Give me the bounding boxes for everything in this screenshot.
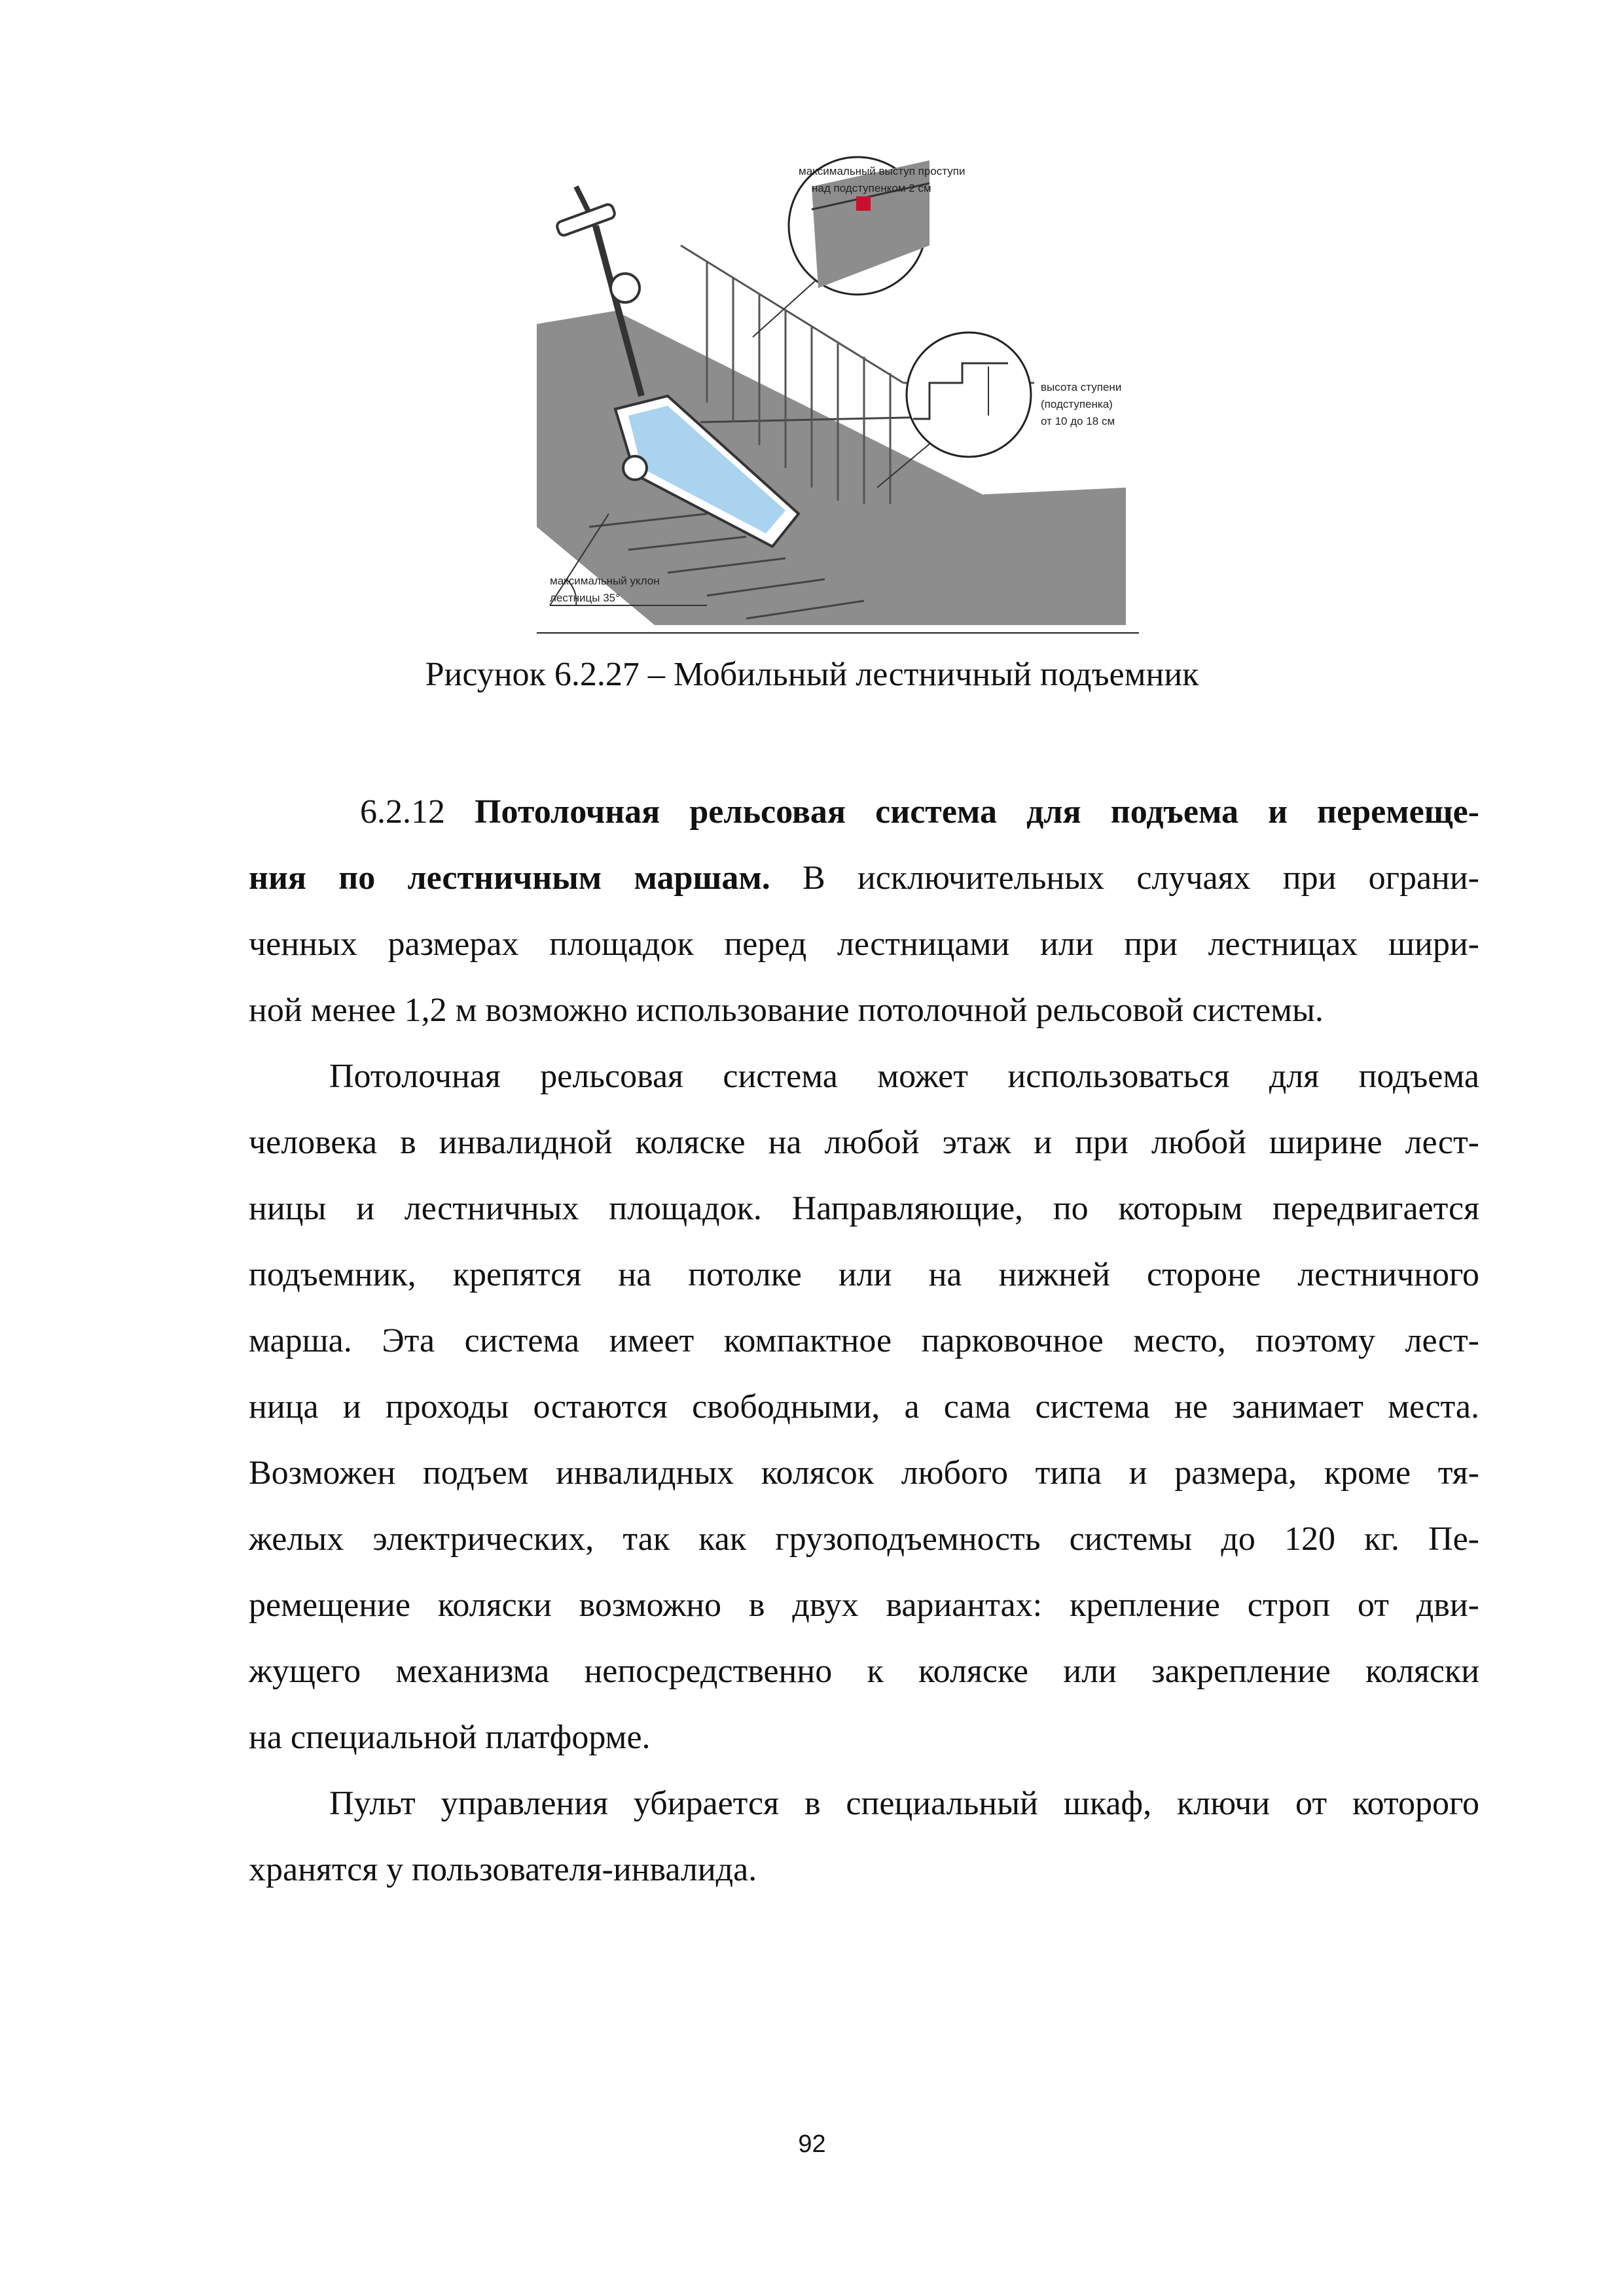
paragraph-line: подъемник, крепятся на потолке или на нижней стороне лестничного <box>249 1256 1479 1293</box>
section-body <box>249 779 1479 1903</box>
paragraph-line: на специальной платформе. <box>249 1719 651 1756</box>
paragraph-line: ченных размерах площадок перед лестницами или при лестницах шири- <box>249 925 1479 963</box>
stair-lift-figure <box>537 147 1139 635</box>
step-label-line3: от 10 до 18 см <box>1041 415 1115 427</box>
section-heading-line <box>249 779 1479 845</box>
paragraph-line: желых электрических, так как грузоподъемность системы до 120 кг. Пе- <box>249 1520 1479 1558</box>
paragraph-line: Возможен подъем инвалидных колясок любого типа и размера, кроме тя- <box>249 1454 1479 1492</box>
slope-label-line2: лестницы 35° <box>550 592 620 604</box>
paragraph-line: ной менее 1,2 м возможно использование потолочной рельсовой системы. <box>249 992 1324 1029</box>
tread-label-line1: максимальный выступ проступи <box>799 165 965 177</box>
section-heading-cont: ния по лестничным маршам. <box>249 859 770 897</box>
paragraph-line: ницы и лестничных площадок. Направляющие, по которым передвигается <box>249 1190 1479 1227</box>
step-label-line1: высота ступени <box>1041 381 1122 393</box>
step-label-line2: (подступенка) <box>1041 398 1113 410</box>
paragraph-line: ремещение коляски возможно в двух вариантах: крепление строп от дви- <box>249 1587 1479 1624</box>
section-heading: Потолочная рельсовая система для подъема и перемеще- <box>475 793 1479 831</box>
paragraph-line: Потолочная рельсовая система может использоваться для подъема <box>329 1058 1479 1095</box>
paragraph-line: марша. Эта система имеет компактное парковочное место, поэтому лест- <box>249 1322 1479 1359</box>
paragraph-text: В исключительных случаях при ограни- <box>802 859 1480 897</box>
tread-label-line2: над подступенком 2 см <box>812 182 931 194</box>
paragraph-line: ница и проходы остаются свободными, а сама система не занимает места. <box>249 1388 1479 1426</box>
paragraph-line: человека в инвалидной коляске на любой этаж и при любой ширине лест- <box>249 1124 1479 1161</box>
paragraph-line: жущего механизма непосредственно к коляске или закрепление коляски <box>249 1653 1479 1690</box>
slope-label-line1: максимальный уклон <box>550 575 660 587</box>
section-number: 6.2.12 <box>360 793 445 831</box>
paragraph-line: Пульт управления убирается в специальный шкаф, ключи от которого <box>329 1785 1479 1822</box>
paragraph-line: хранятся у пользователя-инвалида. <box>249 1851 757 1888</box>
page-number: 92 <box>798 2130 826 2158</box>
paragraph-line <box>249 845 1479 911</box>
figure-caption: Рисунок 6.2.27 – Мобильный лестничный подъемник <box>425 656 1199 693</box>
overhang-marker <box>856 196 871 211</box>
